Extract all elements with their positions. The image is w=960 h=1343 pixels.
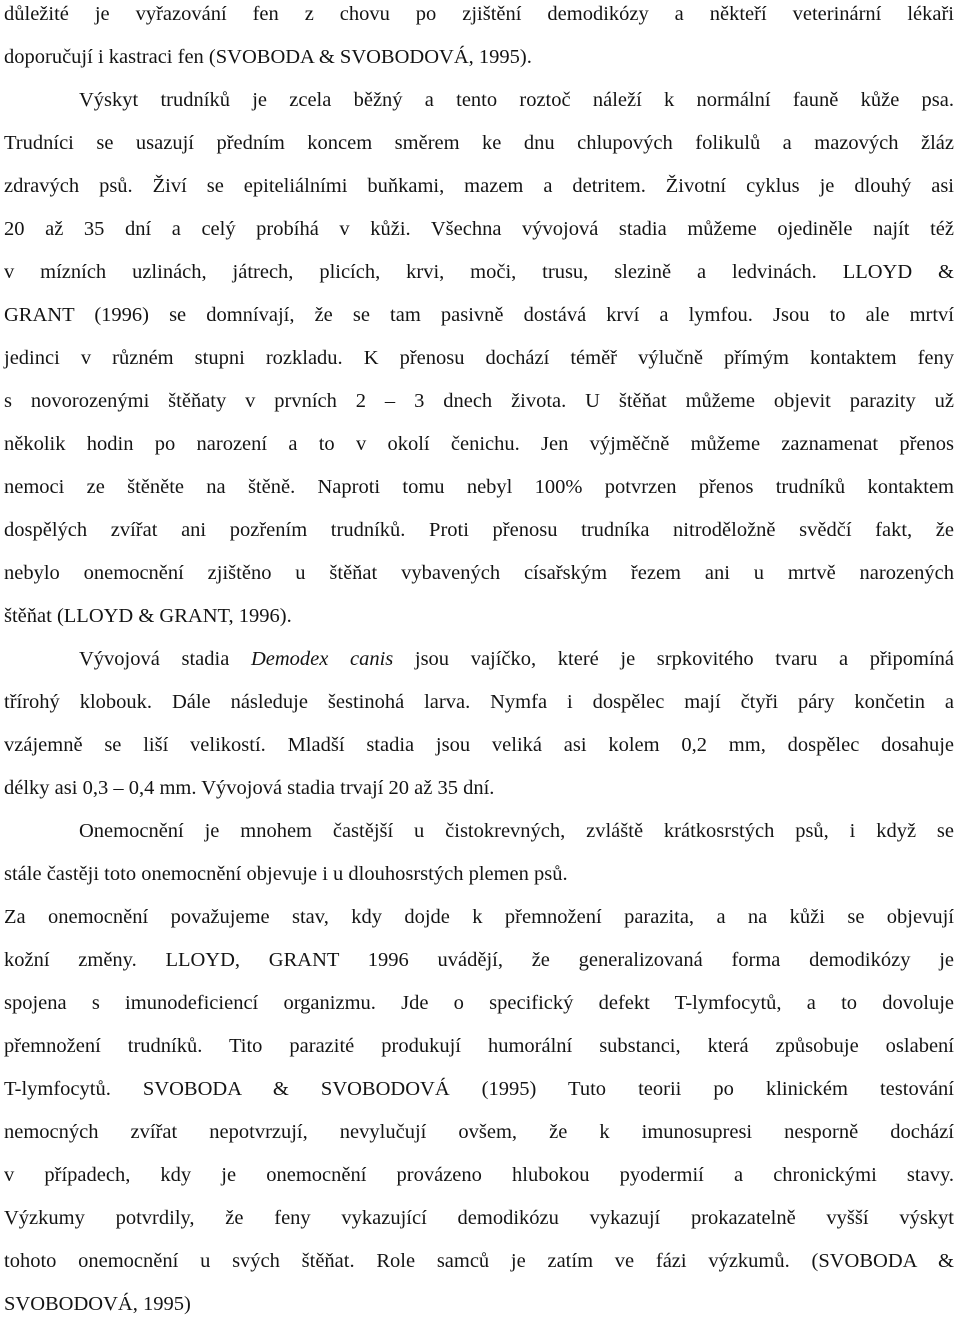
text-line: Výskyt trudníků je zcela běžný a tento roztoč náleží k normální fauně kůže psa. (79, 89, 954, 111)
text-line: SVOBODOVÁ, 1995) (4, 1293, 191, 1315)
text-line: T-lymfocytů. SVOBODA & SVOBODOVÁ (1995) Tuto teorii po klinickém testování (4, 1078, 954, 1100)
text-line: Onemocnění je mnohem častější u čistokrevných, zvláště krátkosrstých psů, i když se (79, 820, 954, 842)
text-line: stále častěji toto onemocnění objevuje i u dlouhosrstých plemen psů. (4, 863, 568, 885)
text-line: vzájemně se liší velikostí. Mladší stadia jsou veliká asi kolem 0,2 mm, dospělec dosahuje (4, 734, 954, 756)
text-line: kožní změny. LLOYD, GRANT 1996 uvádějí, že generalizovaná forma demodikózy je (4, 949, 954, 971)
text-line (79, 647, 954, 671)
text-line: Trudníci se usazují předním koncem směrem ke dnu chlupových folikulů a mazových žláz (4, 132, 954, 154)
text-line: v mízních uzlinách, játrech, plicích, krvi, moči, trusu, slezině a ledvinách. LLOYD & (4, 261, 954, 283)
text-line: 20 až 35 dní a celý probíhá v kůži. Všechna vývojová stadia můžeme ojediněle najít též (4, 218, 954, 240)
text-line: Výzkumy potvrdily, že feny vykazující demodikózu vykazují prokazatelně vyšší výskyt (4, 1207, 954, 1229)
text-line: tohoto onemocnění u svých štěňat. Role samců je zatím ve fázi výzkumů. (SVOBODA & (4, 1250, 954, 1272)
text-run: jsou vajíčko, které je srpkovitého tvaru a připomíná (393, 648, 954, 670)
text-line: nebylo onemocnění zjištěno u štěňat vybavených císařským řezem ani u mrtvě narozených (4, 562, 954, 584)
text-line: délky asi 0,3 – 0,4 mm. Vývojová stadia trvají 20 až 35 dní. (4, 777, 495, 799)
text-line: štěňat (LLOYD & GRANT, 1996). (4, 605, 292, 627)
text-line: přemnožení trudníků. Tito parazité produkují humorální substanci, která způsobuje oslabení (4, 1035, 954, 1057)
species-name: Demodex canis (250, 648, 394, 670)
text-line: GRANT (1996) se domnívají, že se tam pasivně dostává krví a lymfou. Jsou to ale mrtví (4, 304, 954, 326)
text-run: Vývojová stadia (79, 648, 251, 670)
text-line: s novorozenými štěňaty v prvních 2 – 3 dnech života. U štěňat můžeme objevit parazity už (4, 390, 954, 412)
text-line: spojena s imunodeficiencí organizmu. Jde o specifický defekt T-lymfocytů, a to dovoluje (4, 992, 954, 1014)
text-line: jedinci v různém stupni rozkladu. K přenosu dochází téměř výlučně přímým kontaktem feny (4, 347, 954, 369)
text-line: důležité je vyřazování fen z chovu po zjištění demodikózy a někteří veterinární lékaři (4, 3, 954, 25)
text-line: nemoci ze štěněte na štěně. Naproti tomu nebyl 100% potvrzen přenos trudníků kontaktem (4, 476, 954, 498)
text-line: třírohý klobouk. Dále následuje šestinohá larva. Nymfa i dospělec mají čtyři páry končetin a (4, 691, 954, 713)
text-line: Za onemocnění považujeme stav, kdy dojde k přemnožení parazita, a na kůži se objevují (4, 906, 954, 928)
text-line: zdravých psů. Živí se epiteliálními buňkami, mazem a detritem. Životní cyklus je dlouhý asi (4, 175, 954, 197)
text-line: nemocných zvířat nepotvrzují, nevylučují ovšem, že k imunosupresi nesporně dochází (4, 1121, 954, 1143)
text-line: dospělých zvířat ani pozřením trudníků. Proti přenosu trudníka nitroděložně svědčí fakt, že (4, 519, 954, 541)
text-line: několik hodin po narození a to v okolí čenichu. Jen výjměčně můžeme zaznamenat přenos (4, 433, 954, 455)
text-line: v případech, kdy je onemocnění provázeno hlubokou pyodermií a chronickými stavy. (4, 1164, 954, 1186)
text-line: doporučují i kastraci fen (SVOBODA & SVOBODOVÁ, 1995). (4, 46, 532, 68)
